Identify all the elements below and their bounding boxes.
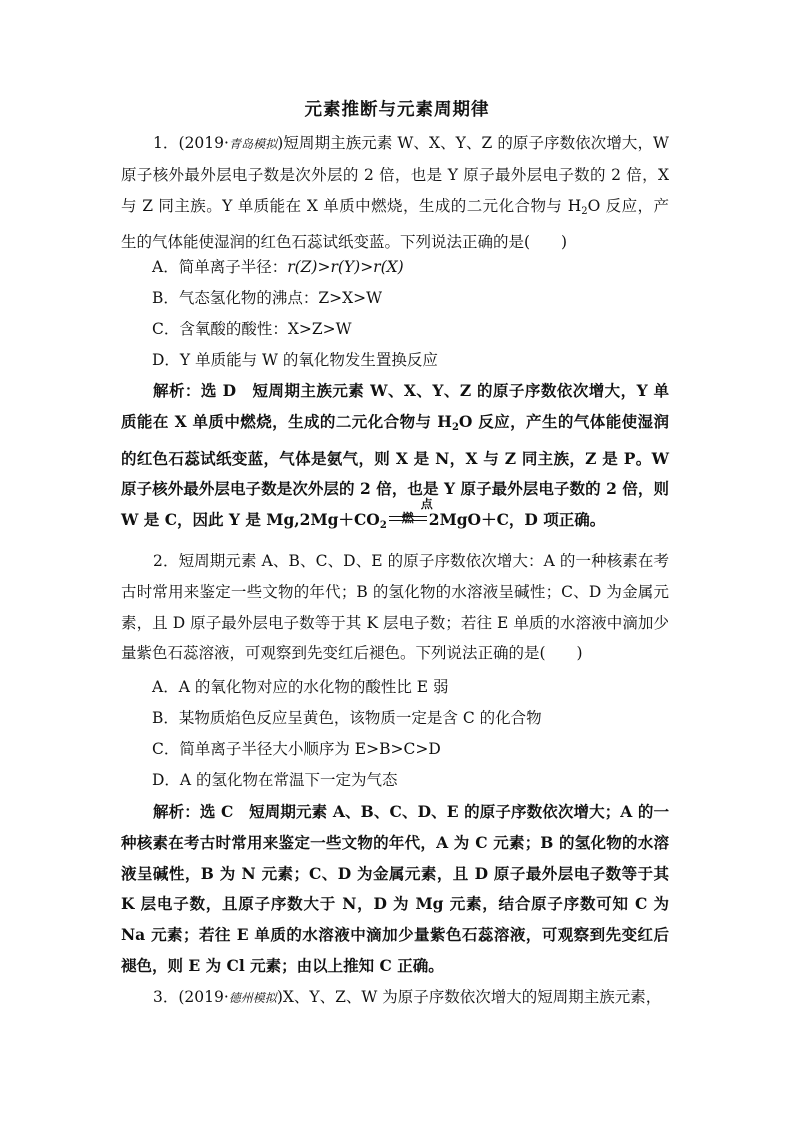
question-number: 3． <box>153 988 179 1006</box>
question-2-option-a: A．A 的氧化物对应的水化物的酸性比 E 弱 <box>152 678 449 696</box>
reaction-condition: 点燃 <box>401 497 433 526</box>
question-1-stem: 1．(2019·青岛模拟)短周期主族元素 W、X、Y、Z 的原子序数依次增大，W 原子核外最外层电子数是次外层的 2 倍，也是 Y 原子最外层电子数的 2 倍，X 与 Z 同主族。Y 单质能在 X 单质中燃烧，生成的二元化合物与 $H_2O$ 反应，产生的气体能使湿润的红色石蕊试纸变蓝。下列说法正确的是( ) <box>121 134 669 252</box>
question-1-option-d: D．Y 单质能与 W 的氧化物发生置换反应 <box>152 351 438 369</box>
question-2-analysis: 解析：选 C 短周期元素 A、B、C、D、E 的原子序数依次增大；A 的一种核素在考古时常用来鉴定一些文物的年代，A 为 C 元素；B 的氢化物的水溶液呈碱性，B 为 N 元素；C、D 为金属元素，且 D 原子最外层电子数等于其 K 层电子数，且原子序数大于 N，D 为 Mg 元素，结合原子序数可知 C 为 Na 元素；若往 E 单质的水溶液中滴加少量紫色石蕊溶液，可观察到先变红后褪色，则 E 为 Cl 元素；由以上推知 C 正确。 <box>121 802 669 975</box>
question-1-analysis: 解析：选 D 短周期主族元素 W、X、Y、Z 的原子序数依次增大，Y 单质能在 X 单质中燃烧，生成的二元化合物与 $H_2O$ 反应，产生的气体能使湿润的红色石蕊试纸变蓝，气体是氨气，则 X 是 N，X 与 Z 同主族，Z 是 P。W 原子核外最外层电子数是次外层的 2 倍，也是 Y 原子最外层电子数的 2 倍，则 W 是 C，因此 Y 是 $Mg,2Mg+CO_2$ 点燃 2MgO＋C，D 项正确。 <box>121 381 669 532</box>
question-number: 2． <box>153 552 179 570</box>
question-1-option-b: B．气态氢化物的沸点：Z>X>W <box>152 289 383 307</box>
question-2-option-c: C．简单离子半径大小顺序为 E>B>C>D <box>152 740 441 758</box>
question-source: 德州模拟 <box>228 991 277 1005</box>
reaction-arrow <box>389 497 433 529</box>
question-source: 青岛模拟 <box>228 137 278 151</box>
question-number: 1． <box>153 134 179 152</box>
question-2-option-b: B．某物质焰色反应呈黄色，该物质一定是含 C 的化合物 <box>152 709 542 727</box>
question-3-stem: 3．(2019·德州模拟)X、Y、Z、W 为原子序数依次增大的短周期主族元素， <box>153 988 662 1006</box>
question-2-option-d: D．A 的氢化物在常温下一定为气态 <box>152 771 398 789</box>
question-1-option-a: A．简单离子半径：r(Z)>r(Y)>r(X) <box>152 258 404 276</box>
question-1-option-c: C．含氧酸的酸性：X>Z>W <box>152 320 352 338</box>
question-2-stem: 2．短周期元素 A、B、C、D、E 的原子序数依次增大：A 的一种核素在考古时常用来鉴定一些文物的年代；B 的氢化物的水溶液呈碱性；C、D 为金属元素，且 D 原子最外层电子数等于其 K 层电子数；若往 E 单质的水溶液中滴加少量紫色石蕊溶液，可观察到先变红后褪色。下列说法正确的是( ) <box>121 552 669 663</box>
page-title: 元素推断与元素周期律 <box>304 100 490 120</box>
